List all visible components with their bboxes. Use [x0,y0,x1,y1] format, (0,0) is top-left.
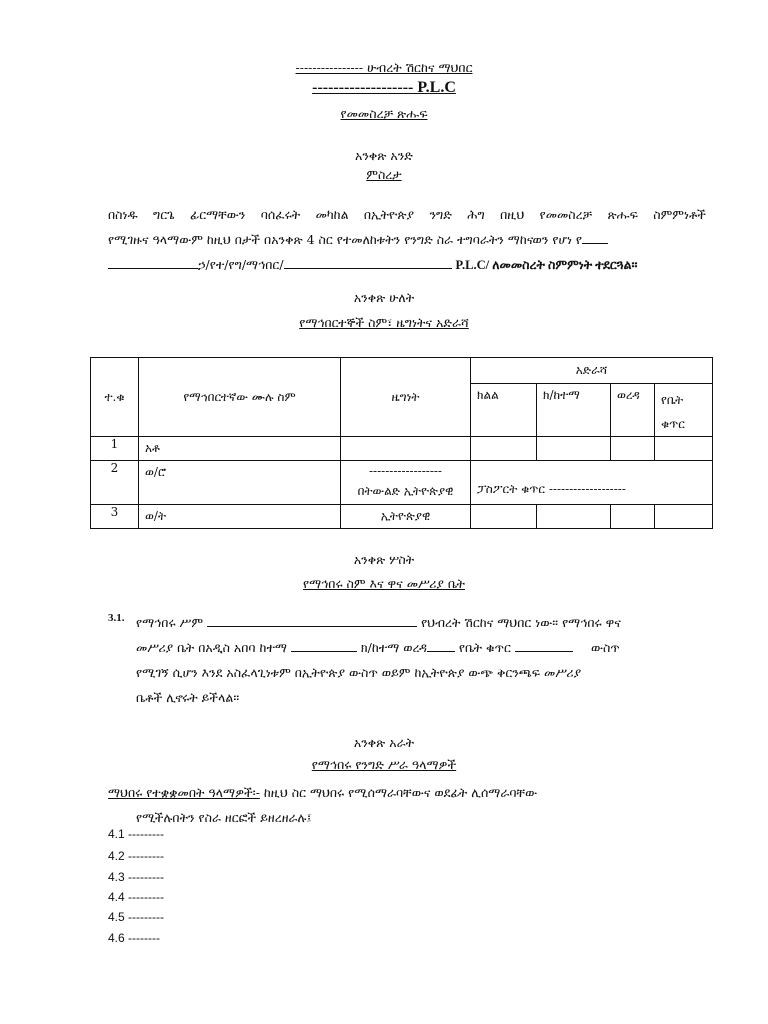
row-subcity[interactable] [537,505,611,529]
article2-heading: አንቀጽ ሁለት [353,290,415,305]
article1-line1: በስነዱ ግርጌ ፊርማቸውን ባሰፈሩት መካከል በኢትዮጵያ ንግድ ሕግ በዚህ የመመስረቻ ጽሑፍ ስምምነቶች [108,207,706,222]
list-item: 4.3 --------- [108,870,164,884]
article3-line2b: ክ/ከተማ ወረዳ [360,640,427,655]
article4-intro [108,780,537,830]
table-row [91,461,713,505]
article4-intro-c: የሚችሉበትን የስራ ዘርፎች ይዘረዘራሉ፤ [136,810,312,825]
header-no: ተ.ቁ [91,358,139,437]
list-item: 4.6 -------- [108,931,160,945]
section-number: 3.1. [108,612,125,624]
company-name-field[interactable] [207,615,417,627]
row-nat-dashes: ------------------ [369,464,442,478]
header-nationality: ዜግነት [341,358,471,437]
article2-title: የማኅበርተኞች ስም፣ ዜግነትና አድራሻ [299,315,469,330]
article4-heading: አንቀጽ አራት [353,735,415,750]
table-row [91,437,713,461]
row-nationality[interactable]: ኢትዮጵያዊ [341,505,471,529]
article3-line1b: የህብረት ሽርከና ማህበር ነው፡፡ የማኅበሩ ዋና [421,615,621,630]
article1-heading: አንቀጽ አንድ [355,148,413,163]
row-region[interactable] [471,437,537,461]
article1-line2-text: የሚገዙና ዓላማውም ከዚህ በታች በአንቀጽ 4 ስር የተመለከቱትን የንግድ ስራ ተግባራትን ማከናወን የሆነ የ [108,232,583,247]
row-passport-no[interactable]: ፓስፖርት ቁጥር ------------------- [471,461,713,505]
plc-line: ------------------- P.L.C [312,79,456,96]
row-name[interactable]: አቶ [139,437,341,461]
row-name[interactable]: ወ/ት [139,505,341,529]
article3-line1a: የማኅበሩ ሥም [136,615,204,630]
row-name[interactable]: ወ/ሮ [139,461,341,505]
company-name-line: ---------------- ሁብረት ሽርከና ማህበር [295,60,473,75]
article4-intro-line1 [108,780,537,805]
article3-paragraph [136,610,621,710]
blank-field[interactable] [582,232,608,244]
header-full-name: የማኅበርተኛው ሙሉ ስም [139,358,341,437]
article3-line1 [136,610,621,635]
article4-intro-a: ማህበሩ የተቋቋመበት ዓላማዎች፡- [108,785,260,800]
list-item: 4.5 --------- [108,910,164,924]
article3-line2c: የቤት ቁጥር [458,640,511,655]
row-nationality[interactable] [341,437,471,461]
blank-field[interactable] [108,257,198,269]
row-woreda[interactable] [611,437,655,461]
header-house-no [655,384,713,437]
article1-title: ምስረታ [366,167,402,182]
table-row [91,505,713,529]
article1-line3 [108,252,706,278]
article1-line2 [108,227,706,252]
article4-intro-b: ከዚህ ስር ማህበሩ የሚሰማራባቸውና ወደፊት ሊሰማራባቸው [263,785,538,800]
document-subtitle: የመመስረቻ ጽሑፍ [340,106,428,121]
shareholders-table [90,357,713,529]
article3-line4: ቤቶች ሊኖሩት ይችላል፡፡ [136,690,240,705]
article4-title: የማኅበሩ የንግድ ሥራ ዓላማዎች [311,757,457,772]
header-woreda: ወረዳ [611,384,655,437]
blank-field[interactable] [284,257,452,269]
row-nat-text: በትውልድ ኢትዮጵያዊ [357,484,454,498]
list-item: 4.4 --------- [108,890,164,904]
header-house-b: ቁጥር [661,417,685,431]
article1-paragraph [108,202,706,278]
article3-title: የማኅበሩ ስም እና ዋና መሥሪያ ቤት [303,576,465,591]
header-region: ክልል [471,384,537,437]
woreda-field[interactable] [427,640,455,652]
article3-line2a: መሥሪያ ቤት በአዲስ አበባ ከተማ [136,640,287,655]
article3-line3: የሚገኝ ሲሆን እንደ አስፈላጊነቱም በኢትዮጵያ ውስጥ ወይም ከኢትዮጵያ ውጭ ቅርንጫፍ መሥሪያ [136,665,582,680]
row-no: 2 [91,461,139,505]
article3-heading: አንቀጽ ሦስት [353,552,415,567]
article1-line3b: P.L.C/ ለመመስረት ስምምነት ተደርጓል፡፡ [455,258,638,272]
row-no: 1 [91,437,139,461]
list-item: 4.2 --------- [108,849,164,863]
article3-line2d: ውስጥ [590,640,620,655]
row-house[interactable] [655,437,713,461]
row-no: 3 [91,505,139,529]
row-woreda[interactable] [611,505,655,529]
row-house[interactable] [655,505,713,529]
article3-line2 [136,635,621,660]
header-address: አድራሻ [471,358,713,384]
row-nationality[interactable] [341,461,471,505]
row-region[interactable] [471,505,537,529]
subcity-field[interactable] [291,640,357,652]
header-house-a: የቤት [661,393,684,407]
header-subcity: ክ/ከተማ [537,384,611,437]
house-no-field[interactable] [515,640,573,652]
row-subcity[interactable] [537,437,611,461]
article1-line3a: ኃ/የተ/የግ/ማኅበር/ [198,257,284,272]
list-item: 4.1 --------- [108,827,164,841]
